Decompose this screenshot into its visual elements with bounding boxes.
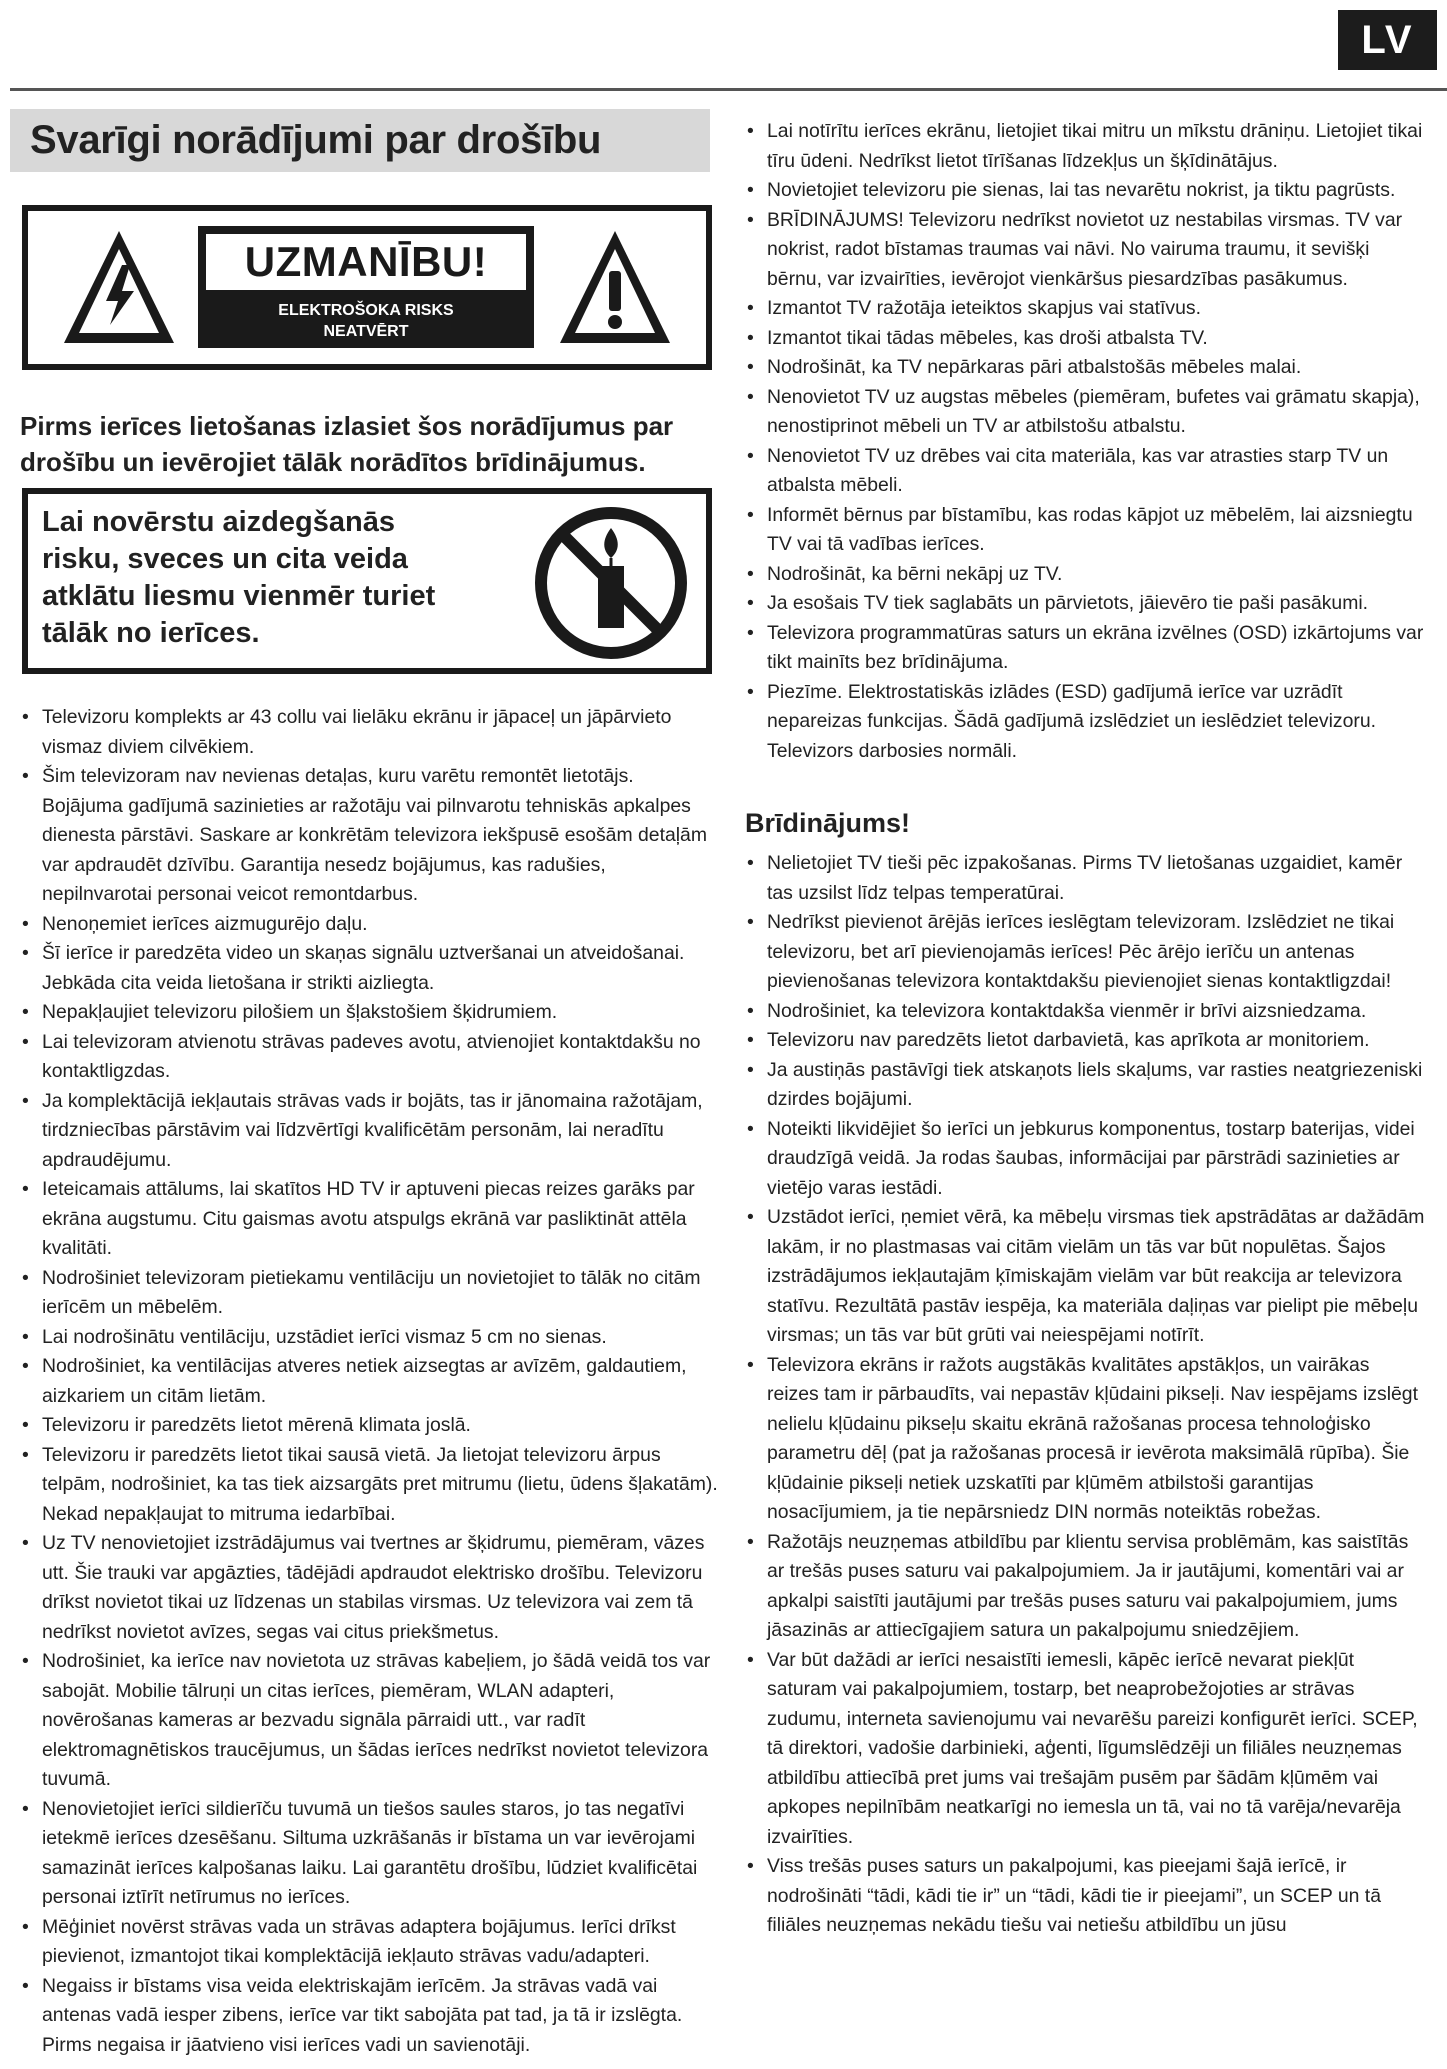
caution-subtitle-line1: ELEKTROŠOKA RISKS [278, 302, 454, 319]
list-item: • Nenoņemiet ierīces aizmugurējo daļu. [20, 910, 718, 940]
candle-warning-text: Lai novērstu aizdegšanās risku, sveces un cita veida atklātu liesmu vienmēr turiet tālāk no ierīces. [42, 506, 436, 649]
list-item: • Televizoru komplekts ar 43 collu vai lielāku ekrānu ir jāpaceļ un jāpārvieto vismaz diviem cilvēkiem. [20, 703, 718, 762]
list-item: • Televizora programmatūras saturs un ekrāna izvēlnes (OSD) izkārtojums var tikt mainīts bez brīdinājuma. [745, 619, 1425, 678]
header-rule [10, 88, 1447, 91]
safety-list-left [20, 703, 718, 2060]
list-item: • BRĪDINĀJUMS! Televizoru nedrīkst novietot uz nestabilas virsmas. TV var nokrist, radot bīstamas traumas vai nāvi. No vairuma traumu, it sevišķi bērnu, var izvairīties, ievērojot vienkāršus piesardzības pasākumus. [745, 206, 1425, 295]
list-item: • Uz TV nenovietojiet izstrādājumus vai tvertnes ar šķidrumu, piemēram, vāzes utt. Šie trauki var apgāzties, tādējādi apdraudot elektrisko drošību. Televizoru drīkst novietot tikai uz līdzenas un stabilas virsmas. Uz televizora vai zem tā nedrīkst novietot avīzes, segas vai citus priekšmetus. [20, 1529, 718, 1647]
list-item: • Ražotājs neuzņemas atbildību par klientu servisa problēmām, kas saistītās ar trešās puses saturu vai pakalpojumiem. Ja ir jautājumi, komentāri vai ar apkalpi saistīti jautājumi par trešās puses saturu vai pakalpojumiem, jums jāsazinās ar attiecīgajiem satura un pakalpojumu sniedzējiem. [745, 1528, 1425, 1646]
list-item: • Televizoru nav paredzēts lietot darbavietā, kas aprīkota ar monitoriem. [745, 1026, 1425, 1056]
list-item: • Nodrošiniet, ka ventilācijas atveres netiek aizsegtas ar avīzēm, galdautiem, aizkariem un citām lietām. [20, 1352, 718, 1411]
list-item: • Nenovietojiet ierīci sildierīču tuvumā un tiešos saules staros, jo tas negatīvi ietekmē ierīces dzesēšanu. Siltuma uzkrāšanās ir bīstama un var ievērojami samazināt ierīces kalpošanas laiku. Lai garantētu drošību, lūdziet kvalificētai personai iztīrīt netīrumus no ierīces. [20, 1795, 718, 1913]
list-item: • Lai notīrītu ierīces ekrānu, lietojiet tikai mitru un mīkstu drāniņu. Lietojiet tikai tīru ūdeni. Nedrīkst lietot tīrīšanas līdzekļus un šķīdinātājus. [745, 117, 1425, 176]
list-item: • Nenovietot TV uz drēbes vai cita materiāla, kas var atrasties starp TV un atbalsta mēbeli. [745, 442, 1425, 501]
list-item: • Noteikti likvidējiet šo ierīci un jebkurus komponentus, tostarp baterijas, videi draudzīgā veidā. Ja rodas šaubas, informācijai par pārstrādi sazinieties ar vietējo varas iestādi. [745, 1115, 1425, 1204]
no-open-flame-icon [532, 504, 690, 662]
list-item: • Nepakļaujiet televizoru pilošiem un šļakstošiem šķidrumiem. [20, 998, 718, 1028]
list-item: • Nodrošiniet, ka televizora kontaktdakša vienmēr ir brīvi aizsniedzama. [745, 997, 1425, 1027]
list-item: • Novietojiet televizoru pie sienas, lai tas nevarētu nokrist, ja tiktu pagrūsts. [745, 176, 1425, 206]
list-item: • Uzstādot ierīci, ņemiet vērā, ka mēbeļu virsmas tiek apstrādātas ar dažādām lakām, ir no plastmasas vai citām vielām un tās var būt nopulētas. Šajos izstrādājumos iekļautajām ķīmiskajām vielām var būt reakcija ar televizora statīvu. Rezultātā pastāv iespēja, ka materiāla daļiņas var pielipt pie mēbeļu virsmas; un tās var būt grūti vai neiespējami notīrīt. [745, 1203, 1425, 1351]
list-item: • Šim televizoram nav nevienas detaļas, kuru varētu remontēt lietotājs. Bojājuma gadījumā sazinieties ar ražotāju vai pilnvarotu tehniskās apkalpes dienesta pārstāvi. Saskare ar konkrētām televizora iekšpusē esošām detaļām var apdraudēt dzīvību. Garantija nesedz bojājumus, kas radušies, nepilnvarotai personai veicot remontdarbus. [20, 762, 718, 910]
list-item: • Lai televizoram atvienotu strāvas padeves avotu, atvienojiet kontaktdakšu no kontaktligzdas. [20, 1028, 718, 1087]
caution-subtitle-line2: NEATVĒRT [323, 323, 409, 340]
list-item: • Nelietojiet TV tieši pēc izpakošanas. Pirms TV lietošanas uzgaidiet, kamēr tas uzsilst līdz telpas temperatūrai. [745, 849, 1425, 908]
exclamation-warning-icon [556, 227, 674, 349]
caution-title: UZMANĪBU! [244, 238, 488, 285]
intro-text: Pirms ierīces lietošanas izlasiet šos norādījumus par drošību un ievērojiet tālāk norādītos brīdinājumus. [20, 411, 674, 477]
list-item: • Ieteicamais attālums, lai skatītos HD TV ir aptuveni piecas reizes garāks par ekrāna augstumu. Citu gaismas avotu atspulgs ekrānā var pasliktināt attēla kvalitāti. [20, 1175, 718, 1264]
list-item: • Ja esošais TV tiek saglabāts un pārvietots, jāievēro tie paši pasākumi. [745, 589, 1425, 619]
list-item: • Televizora ekrāns ir ražots augstākās kvalitātes apstākļos, un vairākas reizes tam ir pārbaudīts, vai nepastāv kļūdaini pikseļi. Nav iespējams izslēgt nelielu kļūdainu pikseļu skaitu ekrānā ražošanas procesa tehnoloģisko parametru dēļ (pat ja ražošanas procesā ir ievērota maksimālā rūpība). Šie kļūdainie pikseļi netiek uzskatīti par kļūmēm atbilstoši garantijas nosacījumiem, ja tie nepārsniedz DIN normās noteiktās robežas. [745, 1351, 1425, 1528]
electric-shock-icon [60, 227, 178, 349]
list-item: • Ja komplektācijā iekļautais strāvas vads ir bojāts, tas ir jānomaina ražotājam, tirdzniecības pārstāvim vai līdzvērtīgi kvalificētām personām, lai neradītu apdraudējumu. [20, 1087, 718, 1176]
list-item: • Nenovietot TV uz augstas mēbeles (piemēram, bufetes vai grāmatu skapja), nenostiprinot mēbeli un TV ar atbilstošu atbalstu. [745, 383, 1425, 442]
page-title: Svarīgi norādījumi par drošību [30, 118, 602, 162]
caution-label [198, 226, 534, 348]
list-item: • Nodrošiniet, ka ierīce nav novietota uz strāvas kabeļiem, jo šādā veidā tos var sabojāt. Mobilie tālruņi un citas ierīces, piemēram, WLAN adapteri, novērošanas kameras ar bezvadu signāla pārraidi utt., var radīt elektromagnētiskos traucējumus, un šādas ierīces nedrīkst novietot televizora tuvumā. [20, 1647, 718, 1795]
list-item: • Lai nodrošinātu ventilāciju, uzstādiet ierīci vismaz 5 cm no sienas. [20, 1323, 718, 1353]
list-item: • Var būt dažādi ar ierīci nesaistīti iemesli, kāpēc ierīcē nevarat piekļūt saturam vai pakalpojumiem, tostarp, bet neaprobežojoties ar strāvas zudumu, interneta savienojumu vai nevarēšu pareizi konfigurēt ierīci. SCEP, tā direktori, vadošie darbinieki, aģenti, līgumslēdzēji un filiāles neuzņemas atbildību attiecībā pret jums vai trešajām pusēm par šādām kļūmēm vai apkopes nepilnībām neatkarīgi no iemesla un tā, vai no tā varēja/nevarēja izvairīties. [745, 1646, 1425, 1853]
warnings-heading: Brīdinājums! [745, 808, 911, 838]
list-item: • Viss trešās puses saturs un pakalpojumi, kas pieejami šajā ierīcē, ir nodrošināti “tādi, kādi tie ir” un “tādi, kādi tie ir pieejami”, un SCEP un tā filiāles neuzņemas nekādu tiešu vai netiešu atbildību un jūsu [745, 1852, 1425, 1941]
list-item: • Izmantot tikai tādas mēbeles, kas droši atbalsta TV. [745, 324, 1425, 354]
list-item: • Nodrošināt, ka TV nepārkaras pāri atbalstošās mēbeles malai. [745, 353, 1425, 383]
list-item: • Televizoru ir paredzēts lietot mērenā klimata joslā. [20, 1411, 718, 1441]
list-item: • Ja austiņās pastāvīgi tiek atskaņots liels skaļums, var rasties neatgriezeniski dzirdes bojājumi. [745, 1056, 1425, 1115]
language-badge: LV [1338, 10, 1437, 70]
title-bar [10, 109, 710, 172]
list-item: • Televizoru ir paredzēts lietot tikai sausā vietā. Ja lietojat televizoru ārpus telpām, nodrošiniet, ka tas tiek aizsargāts pret mitrumu (lietu, ūdens šļakatām). Nekad nepakļaujat to mitruma iedarbībai. [20, 1441, 718, 1530]
list-item: • Izmantot TV ražotāja ieteiktos skapjus vai statīvus. [745, 294, 1425, 324]
list-item: • Piezīme. Elektrostatiskās izlādes (ESD) gadījumā ierīce var uzrādīt nepareizas funkcijas. Šādā gadījumā izslēdziet un ieslēdziet televizoru. Televizors darbosies normāli. [745, 678, 1425, 767]
electric-shock-warning-panel [22, 205, 712, 370]
list-item: • Nodrošināt, ka bērni nekāpj uz TV. [745, 560, 1425, 590]
safety-list-right [745, 117, 1425, 766]
warnings-list [745, 849, 1425, 1941]
list-item: • Nedrīkst pievienot ārējās ierīces ieslēgtam televizoram. Izslēdziet ne tikai televizoru, bet arī pievienojamās ierīces! Pēc ārējo ierīču un antenas pievienošanas televizora kontaktdakšu pievienojiet sienas kontaktligzdai! [745, 908, 1425, 997]
list-item: • Šī ierīce ir paredzēta video un skaņas signālu uztveršanai un atveidošanai. Jebkāda cita veida lietošana ir strikti aizliegta. [20, 939, 718, 998]
list-item: • Nodrošiniet televizoram pietiekamu ventilāciju un novietojiet to tālāk no citām ierīcēm un mēbelēm. [20, 1264, 718, 1323]
list-item: • Informēt bērnus par bīstamību, kas rodas kāpjot uz mēbelēm, lai aizsniegtu TV vai tā vadības ierīces. [745, 501, 1425, 560]
list-item: • Mēģiniet novērst strāvas vada un strāvas adaptera bojājumus. Ierīci drīkst pievienot, izmantojot tikai komplektācijā iekļauto strāvas vadu/adapteri. [20, 1913, 718, 1972]
candle-warning-box [22, 488, 712, 674]
list-item: • Negaiss ir bīstams visa veida elektriskajām ierīcēm. Ja strāvas vadā vai antenas vadā iesper zibens, ierīce var tikt sabojāta pat tad, ja tā ir izslēgta. Pirms negaisa ir jāatvieno visi ierīces vadi un savienotāji. [20, 1972, 718, 2061]
